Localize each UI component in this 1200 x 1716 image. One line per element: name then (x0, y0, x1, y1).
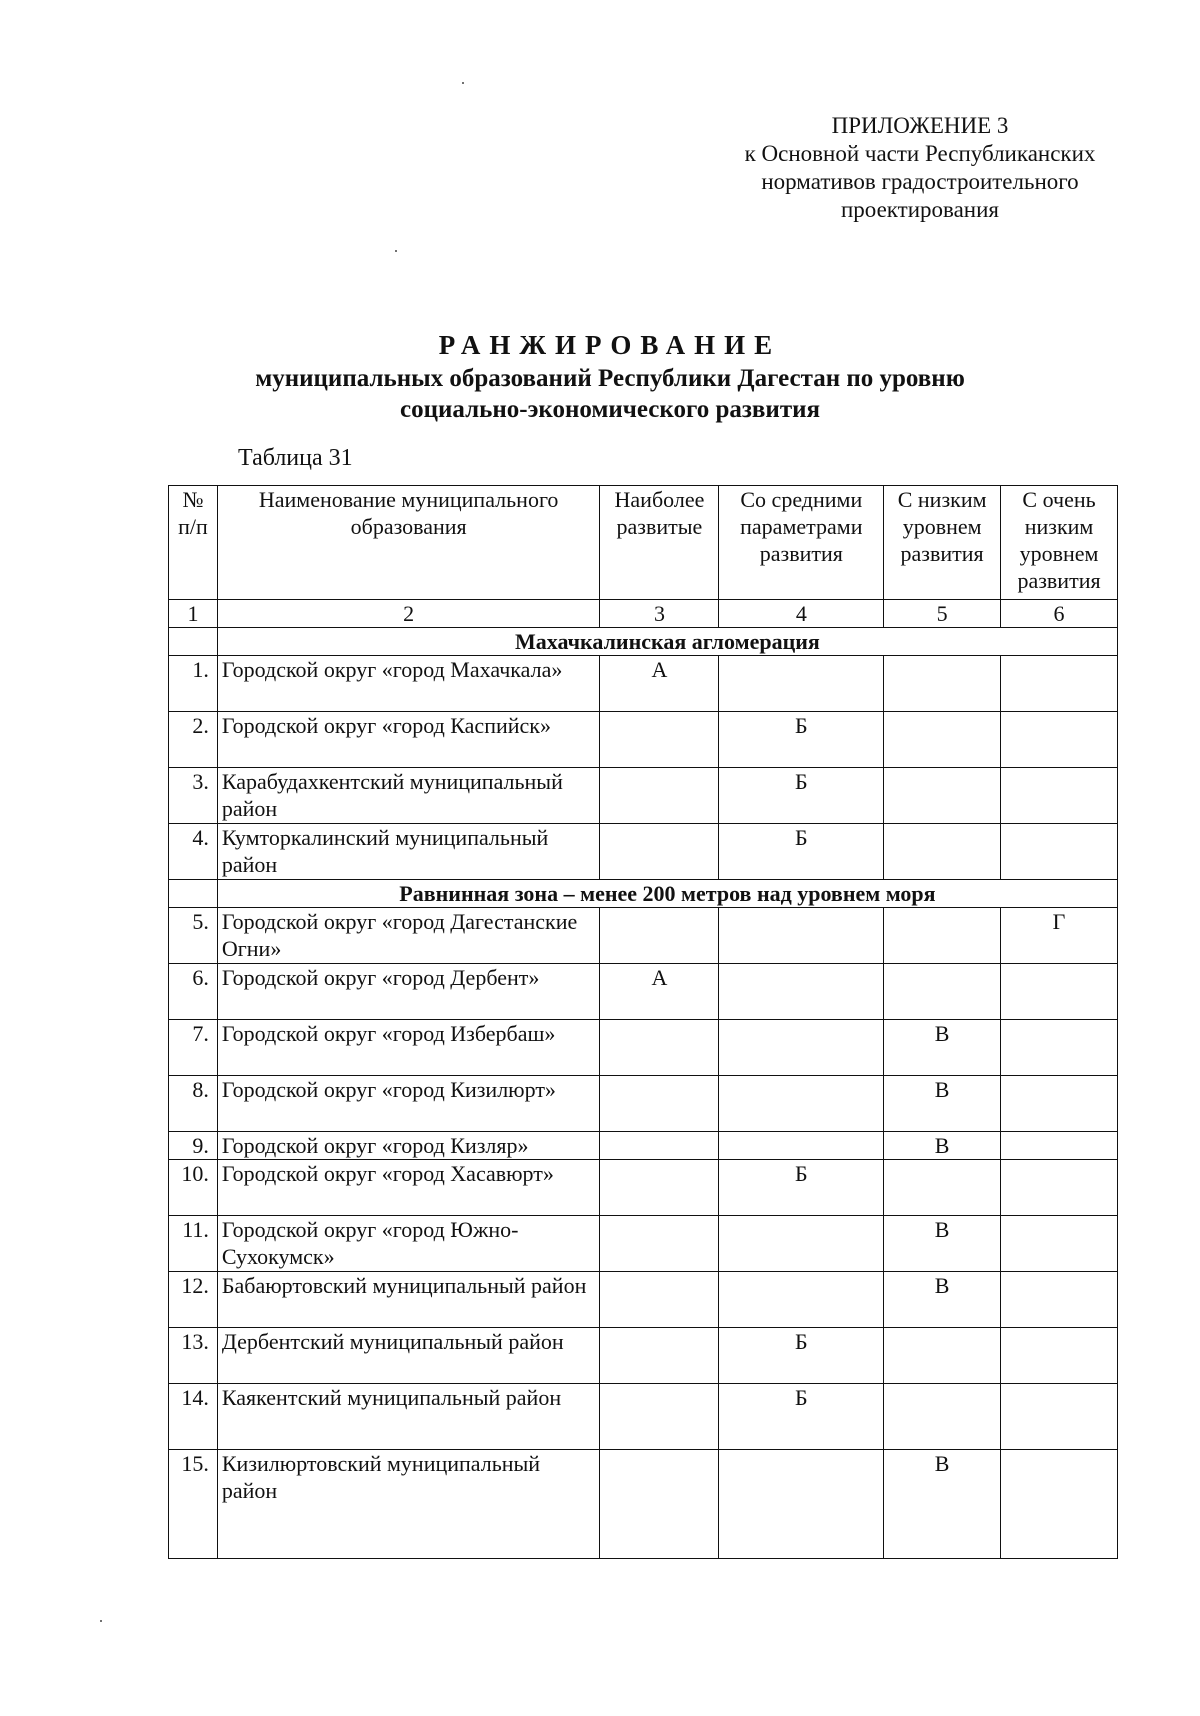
appendix-line-3: нормативов градостроительного (761, 169, 1079, 194)
row-name: Городской округ «город Избербаш» (217, 1020, 600, 1076)
rank-mark: В (884, 1020, 1001, 1076)
row-number: 14. (169, 1384, 218, 1450)
rank-mark (884, 656, 1001, 712)
rank-mark (600, 768, 719, 824)
row-name: Городской округ «город Кизляр» (217, 1132, 600, 1160)
column-number: 1 (169, 600, 218, 628)
row-name: Городской округ «город Дагестанские Огни» (217, 908, 600, 964)
rank-mark (884, 964, 1001, 1020)
rank-mark: А (600, 964, 719, 1020)
main-title: РАНЖИРОВАНИЕ (438, 330, 782, 360)
rank-mark (719, 908, 884, 964)
row-number: 13. (169, 1328, 218, 1384)
rank-mark: Б (719, 712, 884, 768)
row-name: Городской округ «город Каспийск» (217, 712, 600, 768)
row-name: Дербентский муниципальный район (217, 1328, 600, 1384)
appendix-header (700, 112, 1140, 224)
row-name: Городской округ «город Дербент» (217, 964, 600, 1020)
rank-mark (600, 908, 719, 964)
column-number-row (169, 600, 1118, 628)
rank-mark (719, 964, 884, 1020)
rank-mark: В (884, 1216, 1001, 1272)
rank-mark: В (884, 1076, 1001, 1132)
column-number: 6 (1001, 600, 1118, 628)
table-header-row (169, 486, 1118, 600)
row-number: 10. (169, 1160, 218, 1216)
header-low: С низким уровнем развития (884, 486, 1001, 600)
rank-mark (884, 712, 1001, 768)
column-number: 4 (719, 600, 884, 628)
rank-mark: Б (719, 824, 884, 880)
column-number: 3 (600, 600, 719, 628)
ranking-table (168, 485, 1118, 1559)
rank-mark (719, 1076, 884, 1132)
rank-mark: А (600, 656, 719, 712)
rank-mark (884, 908, 1001, 964)
rank-mark (1001, 656, 1118, 712)
row-number: 15. (169, 1450, 218, 1559)
subtitle-line-1: муниципальных образований Республики Дагестан по уровню (255, 365, 965, 392)
subtitle-line-2: социально-экономического развития (399, 396, 821, 423)
table-row (169, 1384, 1118, 1450)
column-number: 5 (884, 600, 1001, 628)
row-number: 3. (169, 768, 218, 824)
rank-mark (1001, 712, 1118, 768)
column-number: 2 (217, 600, 600, 628)
table-row (169, 768, 1118, 824)
rank-mark (600, 1076, 719, 1132)
rank-mark: В (884, 1450, 1001, 1559)
table-row (169, 656, 1118, 712)
rank-mark (600, 1384, 719, 1450)
rank-mark (884, 1384, 1001, 1450)
zone-title: Равнинная зона – менее 200 метров над уровнем моря (217, 880, 1117, 908)
table-caption: Таблица 31 (238, 445, 353, 471)
rank-mark (1001, 1272, 1118, 1328)
appendix-line-1: ПРИЛОЖЕНИЕ 3 (831, 113, 1009, 138)
row-number: 9. (169, 1132, 218, 1160)
row-name: Карабудахкентский муниципальный район (217, 768, 600, 824)
rank-mark (719, 1216, 884, 1272)
document-title (160, 330, 1060, 425)
rank-mark (719, 1020, 884, 1076)
header-very-low: С очень низким уровнем развития (1001, 486, 1118, 600)
table-row (169, 1272, 1118, 1328)
rank-mark (719, 1272, 884, 1328)
rank-mark: Б (719, 768, 884, 824)
table-row (169, 1216, 1118, 1272)
scan-speck (100, 1620, 102, 1622)
row-name: Каякентский муниципальный район (217, 1384, 600, 1450)
rank-mark (1001, 824, 1118, 880)
row-name: Городской округ «город Хасавюрт» (217, 1160, 600, 1216)
row-number: 12. (169, 1272, 218, 1328)
row-number: 4. (169, 824, 218, 880)
rank-mark (600, 712, 719, 768)
rank-mark (1001, 1450, 1118, 1559)
zone-row (169, 880, 1118, 908)
row-number: 7. (169, 1020, 218, 1076)
row-number: 8. (169, 1076, 218, 1132)
rank-mark (719, 1132, 884, 1160)
rank-mark (719, 1450, 884, 1559)
table-row (169, 1020, 1118, 1076)
rank-mark (884, 1160, 1001, 1216)
rank-mark: Б (719, 1328, 884, 1384)
table-row (169, 1450, 1118, 1559)
scan-speck (395, 250, 397, 252)
rank-mark: В (884, 1272, 1001, 1328)
rank-mark (1001, 1020, 1118, 1076)
rank-mark: В (884, 1132, 1001, 1160)
rank-mark (1001, 1132, 1118, 1160)
rank-mark: Г (1001, 908, 1118, 964)
row-number: 2. (169, 712, 218, 768)
rank-mark (1001, 1160, 1118, 1216)
rank-mark (1001, 1328, 1118, 1384)
rank-mark (1001, 964, 1118, 1020)
rank-mark (600, 1020, 719, 1076)
rank-mark (600, 1132, 719, 1160)
appendix-line-4: проектирования (841, 197, 999, 222)
row-number: 1. (169, 656, 218, 712)
row-name: Городской округ «город Южно-Сухокумск» (217, 1216, 600, 1272)
rank-mark (600, 1216, 719, 1272)
rank-mark (884, 824, 1001, 880)
rank-mark (1001, 768, 1118, 824)
appendix-line-2: к Основной части Республиканских (744, 141, 1096, 166)
table-row (169, 824, 1118, 880)
header-most-developed: Наиболее развитые (600, 486, 719, 600)
header-number: № п/п (169, 486, 218, 600)
table-row (169, 908, 1118, 964)
rank-mark (600, 824, 719, 880)
rank-mark (1001, 1216, 1118, 1272)
rank-mark (1001, 1076, 1118, 1132)
header-name: Наименование муниципального образования (217, 486, 600, 600)
row-name: Бабаюртовский муниципальный район (217, 1272, 600, 1328)
rank-mark (1001, 1384, 1118, 1450)
rank-mark (600, 1160, 719, 1216)
row-name: Кизилюртовский муниципальный район (217, 1450, 600, 1559)
zone-row (169, 628, 1118, 656)
rank-mark: Б (719, 1384, 884, 1450)
rank-mark (600, 1328, 719, 1384)
table-row (169, 1076, 1118, 1132)
rank-mark (884, 768, 1001, 824)
header-average: Со средними параметрами развития (719, 486, 884, 600)
row-name: Городской округ «город Кизилюрт» (217, 1076, 600, 1132)
table-row (169, 964, 1118, 1020)
zone-title: Махачкалинская агломерация (217, 628, 1117, 656)
rank-mark (600, 1450, 719, 1559)
row-name: Городской округ «город Махачкала» (217, 656, 600, 712)
rank-mark (600, 1272, 719, 1328)
row-number: 5. (169, 908, 218, 964)
table-row (169, 1132, 1118, 1160)
rank-mark (719, 656, 884, 712)
table-row (169, 1328, 1118, 1384)
row-name: Кумторкалинский муниципальный район (217, 824, 600, 880)
table-row (169, 1160, 1118, 1216)
scan-speck (462, 82, 464, 84)
rank-mark: Б (719, 1160, 884, 1216)
row-number: 11. (169, 1216, 218, 1272)
rank-mark (884, 1328, 1001, 1384)
row-number: 6. (169, 964, 218, 1020)
table-row (169, 712, 1118, 768)
